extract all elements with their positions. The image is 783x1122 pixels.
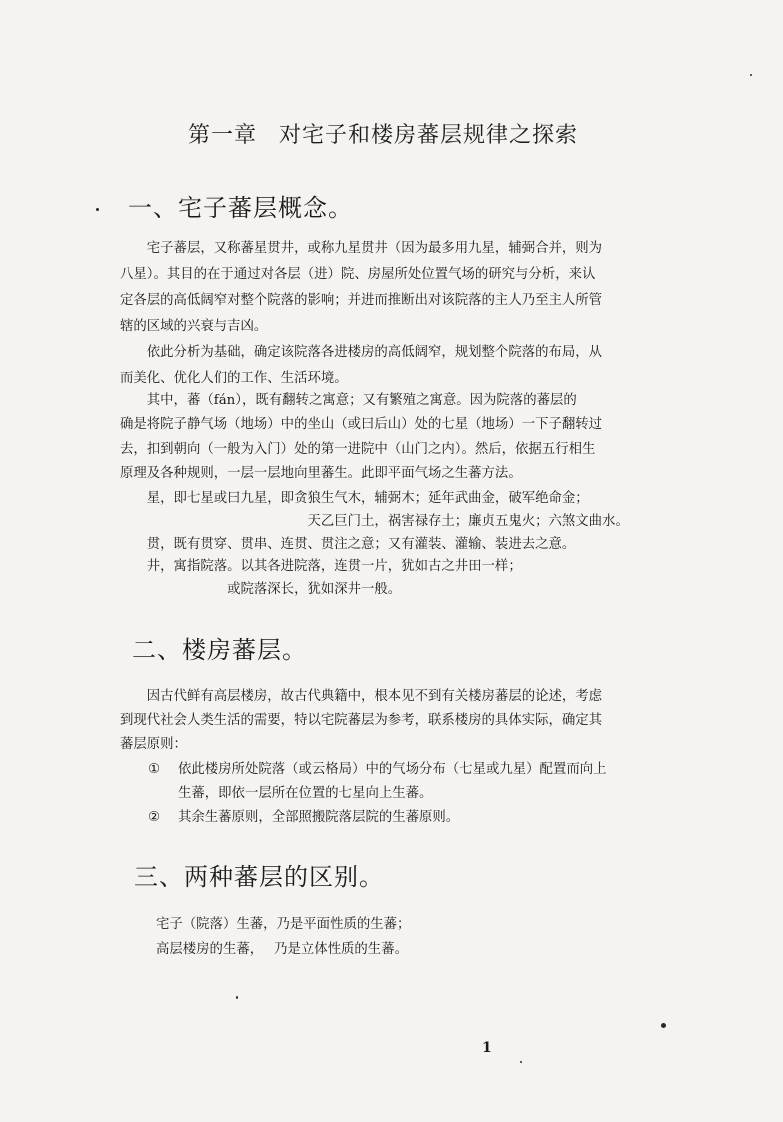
scan-speck — [750, 74, 752, 76]
paragraph-line: 宅子（院落）生蕃，乃是平面性质的生蕃； — [156, 917, 411, 932]
paragraph-line: 其中，蕃（fán），既有翻转之寓意；又有繁殖之寓意。因为院落的蕃层的 — [120, 393, 577, 408]
list-item-continuation: 生蕃，即依一层所在位置的七星向上生蕃。 — [178, 786, 433, 801]
paragraph-line: 蕃层原则： — [120, 737, 187, 752]
scan-speck — [96, 208, 99, 211]
list-item-text: 其余生蕃原则，全部照搬院落层院的生蕃原则。 — [178, 810, 460, 825]
list-item — [148, 757, 607, 783]
list-marker: ① — [148, 762, 161, 777]
paragraph-line: 宅子蕃层，又称蕃星贯井，或称九星贯井（因为最多用九星，辅弼合并，则为 — [120, 241, 603, 256]
paragraph-line: 井，寓指院落。以其各进院落，连贯一片，犹如古之井田一样； — [120, 559, 522, 574]
section-heading-3: 三、两种蕃层的区别。 — [134, 863, 384, 891]
list-item — [148, 805, 459, 831]
paragraph-line: 原理及各种规则，一层一层地向里蕃生。此即平面气场之生蕃方法。 — [120, 466, 522, 481]
scan-speck — [661, 1023, 666, 1028]
paragraph-line: 因古代鲜有高层楼房，故古代典籍中，根本见不到有关楼房蕃层的论述，考虑 — [120, 689, 603, 704]
list-marker: ② — [148, 810, 161, 825]
chapter-title-text: 对宅子和楼房蕃层规律之探索 — [279, 123, 579, 148]
page-number: 1 — [482, 1040, 492, 1056]
chapter-title — [188, 118, 578, 149]
paragraph-line: 确是将院子静气场（地场）中的坐山（或曰后山）处的七星（地场）一下子翻转过 — [120, 417, 603, 432]
list-item-text: 依此楼房所处院落（或云格局）中的气场分布（七星或九星）配置而向上 — [178, 762, 607, 777]
paragraph-line: 辖的区域的兴衰与吉凶。 — [120, 319, 268, 334]
paragraph-line: 贯，既有贯穿、贯串、连贯、贯注之意；又有灌装、灌输、装进去之意。 — [120, 537, 576, 552]
paragraph-line: 或院落深长，犹如深井一般。 — [120, 582, 402, 597]
paragraph-line: 定各层的高低阔窄对整个院落的影响；并进而推断出对该院落的主人乃至主人所管 — [120, 293, 603, 308]
paragraph-line: 到现代社会人类生活的需要，特以宅院蕃层为参考，联系楼房的具体实际，确定其 — [120, 713, 603, 728]
paragraph-line: 星，即七星或曰九星，即贪狼生气木，辅弼木；延年武曲金，破军绝命金； — [120, 491, 589, 506]
paragraph-line: 去，扣到朝向（一般为入门）处的第一进院中（山门之内）。然后，依据五行相生 — [120, 442, 596, 457]
paragraph-line: 天乙巨门土，祸害禄存土；廉贞五鬼火；六煞文曲水。 — [120, 514, 629, 529]
paragraph-line: 依此分析为基础，确定该院落各进楼房的高低阔窄，规划整个院落的布局，从 — [120, 345, 603, 360]
paragraph-line: 而美化、优化人们的工作、生活环境。 — [120, 371, 348, 386]
paragraph-line: 高层楼房的生蕃， 乃是立体性质的生蕃。 — [156, 942, 408, 957]
chapter-number: 第一章 — [188, 123, 258, 148]
section-heading-2: 二、楼房蕃层。 — [132, 636, 307, 664]
paragraph-line: 八星）。其目的在于通过对各层（进）院、房屋所处位置气场的研究与分析，来认 — [120, 267, 596, 282]
scan-speck — [236, 996, 238, 999]
section-heading-1: 一、宅子蕃层概念。 — [128, 194, 353, 222]
scan-speck — [520, 1061, 522, 1063]
